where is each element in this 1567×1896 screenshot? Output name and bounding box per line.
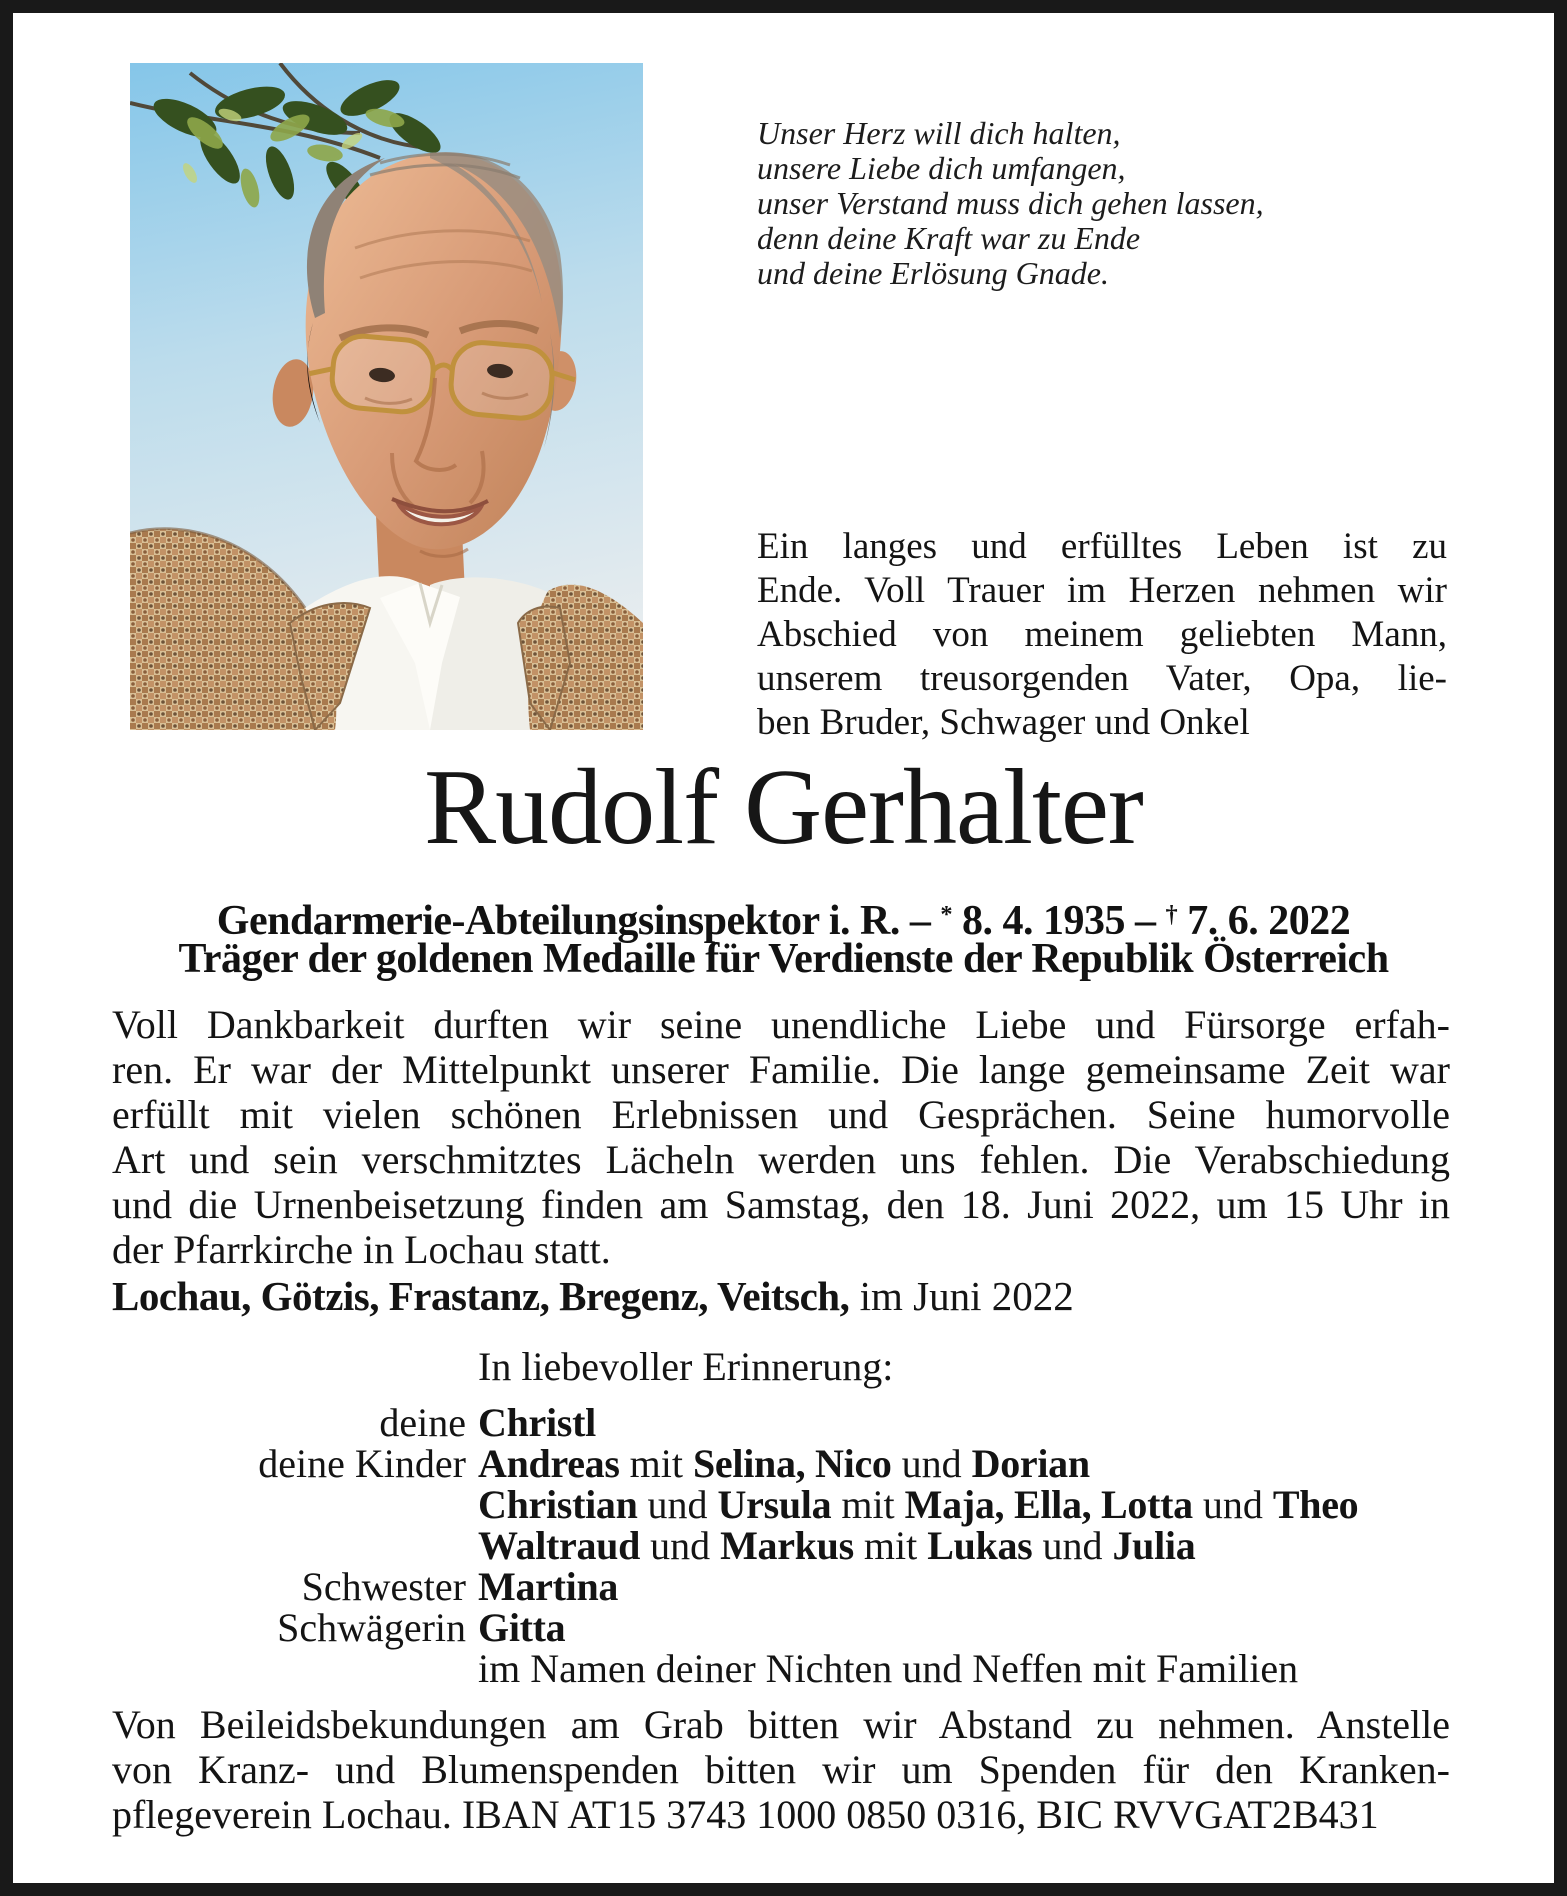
text-line: ren. Er war der Mittelpunkt unserer Familie. Die lange gemeinsame Zeit war	[112, 1047, 1450, 1092]
text-line: und die Urnenbeisetzung finden am Samstag, den 18. Juni 2022, um 15 Uhr in	[112, 1182, 1450, 1227]
bold-text-run: Theo	[1272, 1482, 1359, 1527]
text-line: Ende. Voll Trauer im Herzen nehmen wir	[757, 570, 1447, 611]
deceased-name: Rudolf Gerhalter	[424, 748, 1143, 867]
bold-text-run: Andreas	[478, 1441, 620, 1486]
text-run: und	[1192, 1482, 1273, 1527]
text-run: 7. 6. 2022	[1177, 898, 1351, 945]
text-line: Unser Herz will dich halten,	[757, 115, 1121, 151]
text-run: mit	[853, 1523, 928, 1568]
relation-label	[112, 1484, 466, 1525]
text-run: im Juni 2022	[849, 1273, 1074, 1319]
family-names	[478, 1402, 1460, 1443]
family-row	[112, 1607, 1460, 1648]
text-line: Abschied von meinem geliebten Mann,	[757, 614, 1447, 655]
body-paragraph	[112, 1002, 1450, 1272]
text-line: unser Verstand muss dich gehen lassen,	[757, 185, 1264, 221]
text-run: mit	[619, 1441, 693, 1486]
portrait-illustration	[130, 63, 643, 730]
text-run: mit	[831, 1482, 905, 1527]
bold-text-run: Lukas	[927, 1523, 1033, 1568]
text-line: ben Bruder, Schwager und Onkel	[757, 702, 1250, 743]
bold-text-run: Markus	[720, 1523, 854, 1568]
remembrance-heading: In liebevoller Erinnerung:	[478, 1344, 894, 1389]
text-run: und	[1032, 1523, 1113, 1568]
text-line: und deine Erlösung Gnade.	[757, 255, 1109, 291]
bold-text-run: Ursula	[717, 1482, 832, 1527]
family-list	[112, 1402, 1460, 1689]
family-names	[478, 1484, 1460, 1525]
text-line: unsere Liebe dich umfangen,	[757, 150, 1126, 186]
memorial-poem	[757, 116, 1437, 291]
text-run: Gendarmerie-Abteilungsinspektor i. R. –	[216, 898, 941, 945]
relation-label: Schwägerin	[277, 1605, 466, 1650]
bold-text-run: Christl	[478, 1400, 596, 1445]
text-line: denn deine Kraft war zu Ende	[757, 220, 1141, 256]
relation-label: deine Kinder	[258, 1441, 466, 1486]
text-line: pflegeverein Lochau. IBAN AT15 3743 1000 0850 0316, BIC RVVGAT2B431	[112, 1792, 1379, 1837]
text-line: von Kranz- und Blumenspenden bitten wir um Spenden für den Kranken-	[112, 1747, 1450, 1792]
bold-text-run: Maja, Ella, Lotta	[904, 1482, 1193, 1527]
family-row	[112, 1648, 1460, 1689]
bold-text-run: Selina, Nico	[692, 1441, 892, 1486]
superscript-symbol: †	[1165, 901, 1178, 928]
relation-label	[112, 1525, 466, 1566]
bold-text-run: Dorian	[971, 1441, 1090, 1486]
family-row	[112, 1484, 1460, 1525]
relation-label: Schwester	[301, 1564, 466, 1609]
text-run: und	[637, 1482, 718, 1527]
text-line: unserem treusorgenden Vater, Opa, lie-	[757, 658, 1447, 699]
bold-text-run: Christian	[478, 1482, 638, 1527]
family-row	[112, 1402, 1460, 1443]
text-line: Art und sein verschmitztes Lächeln werden uns fehlen. Die Verabschiedung	[112, 1137, 1450, 1182]
relation-label: deine	[379, 1400, 466, 1445]
superscript-symbol: *	[940, 901, 953, 928]
text-line: Von Beileidsbekundungen am Grab bitten wir Abstand zu nehmen. Anstelle	[112, 1702, 1450, 1747]
medal-title-line: Träger der goldenen Medaille für Verdienste der Republik Österreich	[178, 936, 1389, 982]
relation-label	[112, 1648, 466, 1689]
family-row	[112, 1566, 1460, 1607]
family-names	[478, 1607, 1460, 1648]
bold-text-run: Waltraud	[478, 1523, 641, 1568]
family-names	[478, 1443, 1460, 1484]
intro-paragraph	[757, 525, 1447, 745]
family-row	[112, 1525, 1460, 1566]
text-run: 8. 4. 1935 –	[952, 898, 1166, 945]
bold-text-run: Martina	[478, 1564, 619, 1609]
text-run: und	[891, 1441, 972, 1486]
closing-paragraph	[112, 1702, 1450, 1837]
text-line: erfüllt mit vielen schönen Erlebnissen und Gesprächen. Seine humorvolle	[112, 1092, 1450, 1137]
family-names	[478, 1648, 1460, 1689]
text-run: und	[640, 1523, 721, 1568]
text-run: im Namen deiner Nichten und Neffen mit Familien	[478, 1646, 1299, 1691]
text-line: Ein langes und erfülltes Leben ist zu	[757, 526, 1447, 567]
bold-text-run: Gitta	[478, 1605, 566, 1650]
bold-text-run: Julia	[1112, 1523, 1196, 1568]
family-row	[112, 1443, 1460, 1484]
portrait-photo	[130, 63, 643, 730]
bold-text-run: Lochau, Götzis, Frastanz, Bregenz, Veitsch,	[112, 1273, 850, 1319]
text-line: Voll Dankbarkeit durften wir seine unendliche Liebe und Fürsorge erfah-	[112, 1002, 1450, 1047]
family-names	[478, 1566, 1460, 1607]
family-names	[478, 1525, 1460, 1566]
places-line	[112, 1274, 1450, 1318]
text-line: der Pfarrkirche in Lochau statt.	[112, 1227, 611, 1272]
